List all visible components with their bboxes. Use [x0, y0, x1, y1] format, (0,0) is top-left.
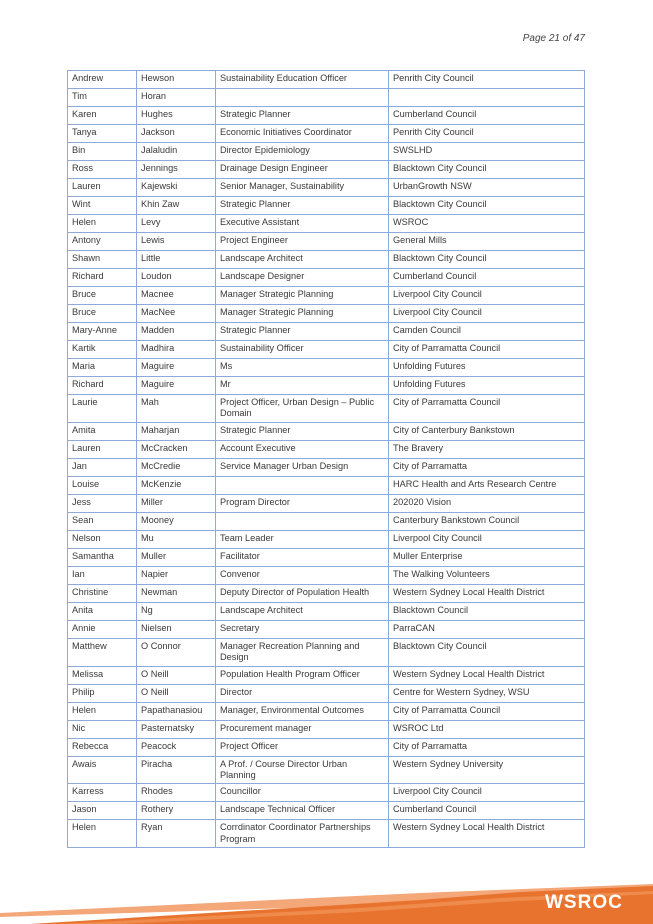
- first-name-cell: Richard: [68, 269, 137, 287]
- position-cell: Strategic Planner: [216, 422, 389, 440]
- organisation-cell: Unfolding Futures: [389, 377, 585, 395]
- first-name-cell: Tim: [68, 89, 137, 107]
- last-name-cell: Papathanasiou: [137, 702, 216, 720]
- position-cell: Manager Strategic Planning: [216, 305, 389, 323]
- position-cell: Secretary: [216, 620, 389, 638]
- first-name-cell: Helen: [68, 702, 137, 720]
- page-number: Page 21 of 47: [522, 33, 585, 44]
- last-name-cell: Ng: [137, 602, 216, 620]
- organisation-cell: The Bravery: [389, 440, 585, 458]
- table-row: [68, 359, 585, 377]
- table-row: [68, 251, 585, 269]
- last-name-cell: Mu: [137, 530, 216, 548]
- last-name-cell: Lewis: [137, 233, 216, 251]
- organisation-cell: Blacktown City Council: [389, 197, 585, 215]
- last-name-cell: Macnee: [137, 287, 216, 305]
- last-name-cell: Muller: [137, 548, 216, 566]
- position-cell: Economic Initiatives Coordinator: [216, 125, 389, 143]
- organisation-cell: City of Parramatta Council: [389, 395, 585, 423]
- first-name-cell: Philip: [68, 684, 137, 702]
- table-row: [68, 602, 585, 620]
- position-cell: Senior Manager, Sustainability: [216, 179, 389, 197]
- first-name-cell: Rebecca: [68, 738, 137, 756]
- first-name-cell: Jess: [68, 494, 137, 512]
- last-name-cell: Little: [137, 251, 216, 269]
- organisation-cell: WSROC Ltd: [389, 720, 585, 738]
- organisation-cell: HARC Health and Arts Research Centre: [389, 476, 585, 494]
- organisation-cell: Western Sydney University: [389, 756, 585, 784]
- table-row: [68, 684, 585, 702]
- position-cell: Manager Strategic Planning: [216, 287, 389, 305]
- table-row: [68, 666, 585, 684]
- first-name-cell: Helen: [68, 215, 137, 233]
- table-row: [68, 107, 585, 125]
- table-row: [68, 512, 585, 530]
- first-name-cell: Karress: [68, 784, 137, 802]
- organisation-cell: Western Sydney Local Health District: [389, 584, 585, 602]
- position-cell: Ms: [216, 359, 389, 377]
- position-cell: [216, 89, 389, 107]
- position-cell: [216, 512, 389, 530]
- first-name-cell: Helen: [68, 820, 137, 848]
- organisation-cell: Unfolding Futures: [389, 359, 585, 377]
- position-cell: Project Officer: [216, 738, 389, 756]
- table-row: [68, 756, 585, 784]
- last-name-cell: MacNee: [137, 305, 216, 323]
- position-cell: A Prof. / Course Director Urban Planning: [216, 756, 389, 784]
- first-name-cell: Bruce: [68, 305, 137, 323]
- last-name-cell: Khin Zaw: [137, 197, 216, 215]
- organisation-cell: Western Sydney Local Health District: [389, 666, 585, 684]
- organisation-cell: Penrith City Council: [389, 125, 585, 143]
- last-name-cell: O Connor: [137, 638, 216, 666]
- last-name-cell: O Neill: [137, 684, 216, 702]
- first-name-cell: Ross: [68, 161, 137, 179]
- first-name-cell: Bin: [68, 143, 137, 161]
- first-name-cell: Samantha: [68, 548, 137, 566]
- first-name-cell: Nelson: [68, 530, 137, 548]
- first-name-cell: Laurie: [68, 395, 137, 423]
- position-cell: Procurement manager: [216, 720, 389, 738]
- last-name-cell: Rhodes: [137, 784, 216, 802]
- organisation-cell: Blacktown City Council: [389, 251, 585, 269]
- organisation-cell: UrbanGrowth NSW: [389, 179, 585, 197]
- table-row: [68, 287, 585, 305]
- first-name-cell: Maria: [68, 359, 137, 377]
- position-cell: Sustainability Education Officer: [216, 71, 389, 89]
- first-name-cell: Annie: [68, 620, 137, 638]
- organisation-cell: General Mills: [389, 233, 585, 251]
- position-cell: Project Officer, Urban Design – Public Domain: [216, 395, 389, 423]
- first-name-cell: Sean: [68, 512, 137, 530]
- last-name-cell: Mooney: [137, 512, 216, 530]
- organisation-cell: Blacktown City Council: [389, 638, 585, 666]
- last-name-cell: Maharjan: [137, 422, 216, 440]
- position-cell: Account Executive: [216, 440, 389, 458]
- last-name-cell: McCracken: [137, 440, 216, 458]
- position-cell: [216, 476, 389, 494]
- organisation-cell: City of Canterbury Bankstown: [389, 422, 585, 440]
- position-cell: Landscape Architect: [216, 602, 389, 620]
- table-row: [68, 720, 585, 738]
- table-row: [68, 233, 585, 251]
- first-name-cell: Amita: [68, 422, 137, 440]
- position-cell: Deputy Director of Population Health: [216, 584, 389, 602]
- table-row: [68, 566, 585, 584]
- position-cell: Drainage Design Engineer: [216, 161, 389, 179]
- organisation-cell: Blacktown City Council: [389, 161, 585, 179]
- first-name-cell: Wint: [68, 197, 137, 215]
- organisation-cell: ParraCAN: [389, 620, 585, 638]
- position-cell: Executive Assistant: [216, 215, 389, 233]
- table-row: [68, 197, 585, 215]
- first-name-cell: Melissa: [68, 666, 137, 684]
- organisation-cell: 202020 Vision: [389, 494, 585, 512]
- last-name-cell: Peacock: [137, 738, 216, 756]
- last-name-cell: Pasternatsky: [137, 720, 216, 738]
- table-row: [68, 161, 585, 179]
- first-name-cell: Richard: [68, 377, 137, 395]
- position-cell: Program Director: [216, 494, 389, 512]
- table-row: [68, 702, 585, 720]
- attendee-table: [67, 70, 585, 848]
- table-row: [68, 395, 585, 423]
- last-name-cell: Ryan: [137, 820, 216, 848]
- last-name-cell: Loudon: [137, 269, 216, 287]
- footer-banner: [0, 864, 653, 924]
- table-row: [68, 548, 585, 566]
- last-name-cell: Hewson: [137, 71, 216, 89]
- position-cell: Project Engineer: [216, 233, 389, 251]
- first-name-cell: Shawn: [68, 251, 137, 269]
- position-cell: Population Health Program Officer: [216, 666, 389, 684]
- table-row: [68, 476, 585, 494]
- last-name-cell: Jennings: [137, 161, 216, 179]
- organisation-cell: Cumberland Council: [389, 802, 585, 820]
- first-name-cell: Ian: [68, 566, 137, 584]
- position-cell: Mr: [216, 377, 389, 395]
- organisation-cell: Liverpool City Council: [389, 305, 585, 323]
- organisation-cell: Penrith City Council: [389, 71, 585, 89]
- position-cell: Facilitator: [216, 548, 389, 566]
- last-name-cell: Mah: [137, 395, 216, 423]
- organisation-cell: Liverpool City Council: [389, 287, 585, 305]
- first-name-cell: Awais: [68, 756, 137, 784]
- position-cell: Landscape Designer: [216, 269, 389, 287]
- position-cell: Convenor: [216, 566, 389, 584]
- first-name-cell: Karen: [68, 107, 137, 125]
- table-row: [68, 638, 585, 666]
- table-row: [68, 143, 585, 161]
- organisation-cell: Camden Council: [389, 323, 585, 341]
- last-name-cell: Maguire: [137, 359, 216, 377]
- table-row: [68, 341, 585, 359]
- last-name-cell: Rothery: [137, 802, 216, 820]
- organisation-cell: City of Parramatta: [389, 458, 585, 476]
- first-name-cell: Matthew: [68, 638, 137, 666]
- last-name-cell: Madhira: [137, 341, 216, 359]
- table-row: [68, 125, 585, 143]
- first-name-cell: Mary-Anne: [68, 323, 137, 341]
- position-cell: Strategic Planner: [216, 197, 389, 215]
- table-row: [68, 820, 585, 848]
- organisation-cell: City of Parramatta Council: [389, 702, 585, 720]
- last-name-cell: Horan: [137, 89, 216, 107]
- organisation-cell: Liverpool City Council: [389, 784, 585, 802]
- organisation-cell: Cumberland Council: [389, 107, 585, 125]
- organisation-cell: Cumberland Council: [389, 269, 585, 287]
- organisation-cell: Liverpool City Council: [389, 530, 585, 548]
- last-name-cell: Napier: [137, 566, 216, 584]
- first-name-cell: Lauren: [68, 440, 137, 458]
- last-name-cell: Jackson: [137, 125, 216, 143]
- organisation-cell: SWSLHD: [389, 143, 585, 161]
- table-row: [68, 784, 585, 802]
- last-name-cell: Levy: [137, 215, 216, 233]
- organisation-cell: Canterbury Bankstown Council: [389, 512, 585, 530]
- last-name-cell: Jalaludin: [137, 143, 216, 161]
- last-name-cell: Hughes: [137, 107, 216, 125]
- first-name-cell: Antony: [68, 233, 137, 251]
- table-row: [68, 530, 585, 548]
- first-name-cell: Bruce: [68, 287, 137, 305]
- organisation-cell: Western Sydney Local Health District: [389, 820, 585, 848]
- organisation-cell: Muller Enterprise: [389, 548, 585, 566]
- table-row: [68, 305, 585, 323]
- position-cell: Director Epidemiology: [216, 143, 389, 161]
- position-cell: Director: [216, 684, 389, 702]
- table-row: [68, 738, 585, 756]
- first-name-cell: Nic: [68, 720, 137, 738]
- table-row: [68, 215, 585, 233]
- table-row: [68, 377, 585, 395]
- position-cell: Strategic Planner: [216, 323, 389, 341]
- table-row: [68, 89, 585, 107]
- last-name-cell: O Neill: [137, 666, 216, 684]
- last-name-cell: Nielsen: [137, 620, 216, 638]
- footer-logo: WSROC: [545, 892, 623, 913]
- last-name-cell: Piracha: [137, 756, 216, 784]
- last-name-cell: Madden: [137, 323, 216, 341]
- first-name-cell: Jason: [68, 802, 137, 820]
- position-cell: Corrdinator Coordinator Partnerships Program: [216, 820, 389, 848]
- position-cell: Strategic Planner: [216, 107, 389, 125]
- organisation-cell: City of Parramatta Council: [389, 341, 585, 359]
- first-name-cell: Anita: [68, 602, 137, 620]
- position-cell: Manager, Environmental Outcomes: [216, 702, 389, 720]
- last-name-cell: Miller: [137, 494, 216, 512]
- last-name-cell: McKenzie: [137, 476, 216, 494]
- table-row: [68, 584, 585, 602]
- organisation-cell: Blacktown Council: [389, 602, 585, 620]
- position-cell: Team Leader: [216, 530, 389, 548]
- organisation-cell: The Walking Volunteers: [389, 566, 585, 584]
- table-row: [68, 620, 585, 638]
- first-name-cell: Kartik: [68, 341, 137, 359]
- position-cell: Service Manager Urban Design: [216, 458, 389, 476]
- table-row: [68, 71, 585, 89]
- last-name-cell: Maguire: [137, 377, 216, 395]
- table-row: [68, 179, 585, 197]
- last-name-cell: Kajewski: [137, 179, 216, 197]
- table-row: [68, 440, 585, 458]
- first-name-cell: Andrew: [68, 71, 137, 89]
- position-cell: Councillor: [216, 784, 389, 802]
- first-name-cell: Jan: [68, 458, 137, 476]
- position-cell: Sustainability Officer: [216, 341, 389, 359]
- table-row: [68, 422, 585, 440]
- organisation-cell: [389, 89, 585, 107]
- table-row: [68, 323, 585, 341]
- position-cell: Manager Recreation Planning and Design: [216, 638, 389, 666]
- organisation-cell: WSROC: [389, 215, 585, 233]
- table-row: [68, 494, 585, 512]
- organisation-cell: Centre for Western Sydney, WSU: [389, 684, 585, 702]
- last-name-cell: Newman: [137, 584, 216, 602]
- organisation-cell: City of Parramatta: [389, 738, 585, 756]
- table-row: [68, 269, 585, 287]
- position-cell: Landscape Architect: [216, 251, 389, 269]
- first-name-cell: Tanya: [68, 125, 137, 143]
- position-cell: Landscape Technical Officer: [216, 802, 389, 820]
- first-name-cell: Lauren: [68, 179, 137, 197]
- first-name-cell: Christine: [68, 584, 137, 602]
- last-name-cell: McCredie: [137, 458, 216, 476]
- table-row: [68, 458, 585, 476]
- table-row: [68, 802, 585, 820]
- first-name-cell: Louise: [68, 476, 137, 494]
